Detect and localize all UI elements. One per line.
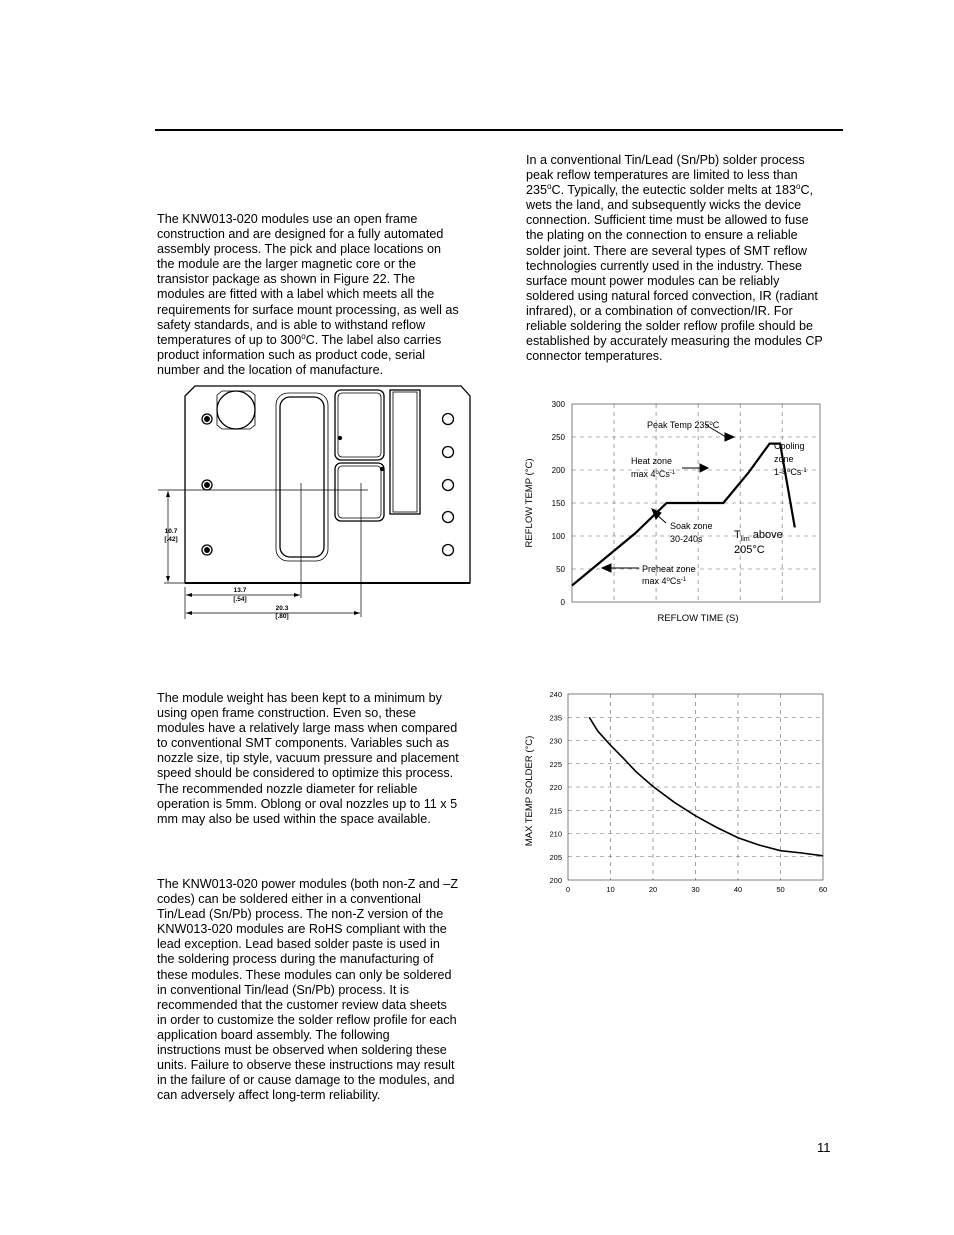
- text-line: number and the location of manufacture.: [157, 362, 384, 377]
- text-fragment: temperatures of up to 300: [157, 332, 302, 347]
- module-drawing-svg: [150, 383, 480, 623]
- text-line: peak reflow temperatures are limited to less than: [526, 168, 798, 183]
- text-line: speed should be considered to optimize this process.: [157, 766, 454, 781]
- dim-x2-label: 20.3: [275, 605, 289, 612]
- y-tick-label: 300: [551, 400, 565, 409]
- text-line: Tin/Lead (Sn/Pb) process. The non-Z version of the: [157, 907, 444, 922]
- y-tick-label: 210: [549, 829, 562, 839]
- x-axis-label: REFLOW TIME (S): [657, 613, 739, 624]
- x-tick-label: 50: [776, 885, 785, 894]
- annotation-tlim-temp: 205°C: [734, 544, 765, 556]
- text-line: wets the land, and subsequently wicks the device: [526, 198, 802, 213]
- text-line: application board assembly. The following: [157, 1027, 390, 1042]
- grid-lines: [568, 694, 823, 880]
- text-line: units. Failure to observe these instructions may result: [157, 1058, 455, 1073]
- text-line: soldered using natural forced convection, IR (radiant: [526, 288, 818, 303]
- text-line: The KNW013-020 power modules (both non-Z and –Z: [157, 877, 459, 891]
- y-tick-label: 150: [551, 499, 565, 508]
- text-line: these modules. These modules can only be soldered: [157, 967, 452, 982]
- x-tick-label: 10: [606, 885, 615, 894]
- y-tick-label: 225: [549, 759, 562, 769]
- y-tick-label: 220: [549, 783, 562, 792]
- text-line: the plating on the connection to ensure a reliable: [526, 228, 798, 243]
- text-line: surface mount power modules can be reliably: [526, 273, 780, 288]
- paragraph-reflow-process: [526, 153, 823, 364]
- y-tick-label: 230: [549, 736, 562, 746]
- connector-block: [390, 390, 420, 514]
- text-fragment: 235: [526, 183, 548, 198]
- y-tick-label: 215: [549, 806, 562, 816]
- text-line: technologies currently used in the industry. These: [526, 258, 803, 273]
- text-fragment: C,: [800, 183, 814, 198]
- page-number: 11: [817, 1140, 831, 1155]
- annotation-preheat: Preheat zone: [642, 564, 696, 574]
- text-line: reliable soldering the solder reflow profile should be: [526, 319, 814, 334]
- text-line: The recommended nozzle diameter for reliable: [157, 781, 418, 796]
- y-tick-label: 200: [549, 876, 562, 885]
- text-line: in the failure of or cause damage to the modules, and: [157, 1073, 455, 1088]
- transistor-package-top: [335, 390, 384, 460]
- text-line: in conventional Tin/lead (Sn/Pb) process. It is: [157, 982, 410, 997]
- text-line: modules are fitted with a label which meets all the: [157, 287, 435, 302]
- text-line: [157, 333, 459, 348]
- x-tick-labels: [566, 885, 827, 894]
- annotation-cooling-rate: $1-4^oCs^{-1}$: [774, 467, 807, 477]
- text-line: to conventional SMT components. Variables such as: [157, 736, 450, 751]
- module-drawing: [150, 383, 480, 623]
- text-line: connector temperatures.: [526, 349, 663, 364]
- text-line: nozzle size, tip style, vacuum pressure and placement: [157, 751, 459, 766]
- text-line: [526, 183, 823, 198]
- text-line: in order to customize the solder reflow profile for each: [157, 1012, 457, 1027]
- transistor-package-bottom: [335, 463, 384, 521]
- text-line: construction and are designed for a fully automated: [157, 227, 444, 242]
- y-tick-label: 250: [551, 433, 565, 442]
- y-tick-label: 200: [551, 466, 565, 475]
- y-tick-labels: [552, 400, 566, 607]
- text-line: using open frame construction. Even so, these: [157, 706, 417, 721]
- peak-arrowhead: [725, 433, 734, 441]
- text-line: the soldering process during the manufacturing of: [157, 952, 434, 967]
- text-line: modules have a relatively large mass when compared: [157, 721, 458, 736]
- header-rule: [155, 129, 843, 131]
- text-line: safety standards, and is able to withstand reflow: [157, 317, 426, 332]
- dim-x1-inch-label: [.54]: [233, 596, 247, 603]
- max-temp-solder-chart: [516, 686, 836, 900]
- annotation-soak-zone: Soak zone: [670, 521, 713, 531]
- annotation-heat-rate: $\max 4^oCs^{-1}$: [631, 469, 676, 479]
- x-tick-label: 60: [818, 885, 828, 894]
- text-line: requirements for surface mount processing, as well as: [157, 302, 459, 317]
- y-axis-label: MAX TEMP SOLDER (°C): [524, 735, 535, 847]
- text-line: assembly process. The pick and place locations on: [157, 242, 441, 257]
- preheat-arrowhead: [602, 564, 611, 572]
- dim-height-inch-label: [.42]: [164, 536, 178, 543]
- text-line: transistor package as shown in Figure 22. The: [157, 272, 416, 287]
- text-line: solder joint. There are several types of SMT reflow: [526, 243, 807, 258]
- x-tick-label: 40: [733, 885, 743, 894]
- y-tick-label: 205: [549, 852, 562, 862]
- annotation-soak-time: 30-240s: [670, 534, 703, 544]
- max-temp-line: [589, 717, 823, 856]
- y-tick-label: 240: [549, 690, 562, 699]
- y-tick-label: 235: [549, 713, 562, 723]
- text-line: The KNW013-020 modules use an open frame: [157, 212, 418, 226]
- text-line: product information such as product code, serial: [157, 347, 426, 362]
- magnetic-core: [280, 397, 324, 557]
- degree-mark: o: [301, 331, 306, 341]
- annotation-cooling: Cooling: [774, 441, 805, 451]
- max-temp-chart-svg: [516, 686, 836, 900]
- round-component: [217, 391, 255, 429]
- reflow-chart-svg: [516, 392, 836, 632]
- text-line: instructions must be observed when soldering these: [157, 1043, 447, 1058]
- y-axis-label: REFLOW TEMP (°C): [524, 458, 535, 548]
- annotation-peak: Peak Temp 235$^o$C: [647, 420, 720, 430]
- text-line: KNW013-020 modules are RoHS compliant with the: [157, 922, 447, 937]
- text-line: In a conventional Tin/Lead (Sn/Pb) solder process: [526, 153, 805, 167]
- x-tick-label: 0: [565, 885, 571, 894]
- text-line: recommended that the customer review data sheets: [157, 997, 447, 1012]
- paragraph-soldering-process: [157, 877, 458, 1103]
- text-line: operation is 5mm. Oblong or oval nozzles up to 11 x 5: [157, 796, 458, 811]
- paragraph-module-construction: [157, 212, 459, 378]
- annotation-preheat-rate: $\max 4^oCs^{-1}$: [642, 576, 687, 586]
- x-tick-label: 20: [648, 885, 658, 894]
- degree-mark: o: [547, 182, 552, 192]
- text-fragment: C. Typically, the eutectic solder melts at 183: [551, 183, 796, 198]
- text-line: lead exception. Lead based solder paste is used in: [157, 937, 440, 952]
- text-line: mm may also be used within the space available.: [157, 811, 431, 826]
- text-line: The module weight has been kept to a minimum by: [157, 691, 442, 705]
- text-line: can adversely affect long-term reliability.: [157, 1088, 381, 1103]
- y-tick-label: 0: [560, 598, 565, 607]
- heat-arrowhead: [700, 464, 708, 472]
- paragraph-module-weight: [157, 691, 459, 827]
- text-line: codes) can be soldered either in a conventional: [157, 892, 421, 907]
- reflow-profile-chart: [516, 392, 836, 632]
- y-tick-label: 50: [556, 565, 565, 574]
- degree-mark: o: [796, 182, 801, 192]
- y-tick-label: 100: [551, 532, 565, 541]
- annotation-heat-zone: Heat zone: [631, 456, 673, 466]
- y-tick-labels: [549, 690, 562, 885]
- text-line: the module are the larger magnetic core or the: [157, 257, 417, 272]
- text-fragment: C. The label also carries: [305, 332, 442, 347]
- text-line: connection. Sufficient time must be allowed to fuse: [526, 213, 809, 228]
- dim-height-label: 10.7: [164, 528, 178, 535]
- annotation-cooling-zone: zone: [774, 454, 794, 464]
- dim-x2-inch-label: [.80]: [275, 613, 289, 620]
- dim-x1-label: 13.7: [233, 587, 247, 594]
- text-line: infrared), or a combination of convection/IR. For: [526, 303, 793, 318]
- x-tick-label: 30: [691, 885, 700, 894]
- text-line: established by accurately measuring the modules CP: [526, 334, 823, 349]
- annotation-tlim: $T_{lim}$ above: [734, 529, 783, 543]
